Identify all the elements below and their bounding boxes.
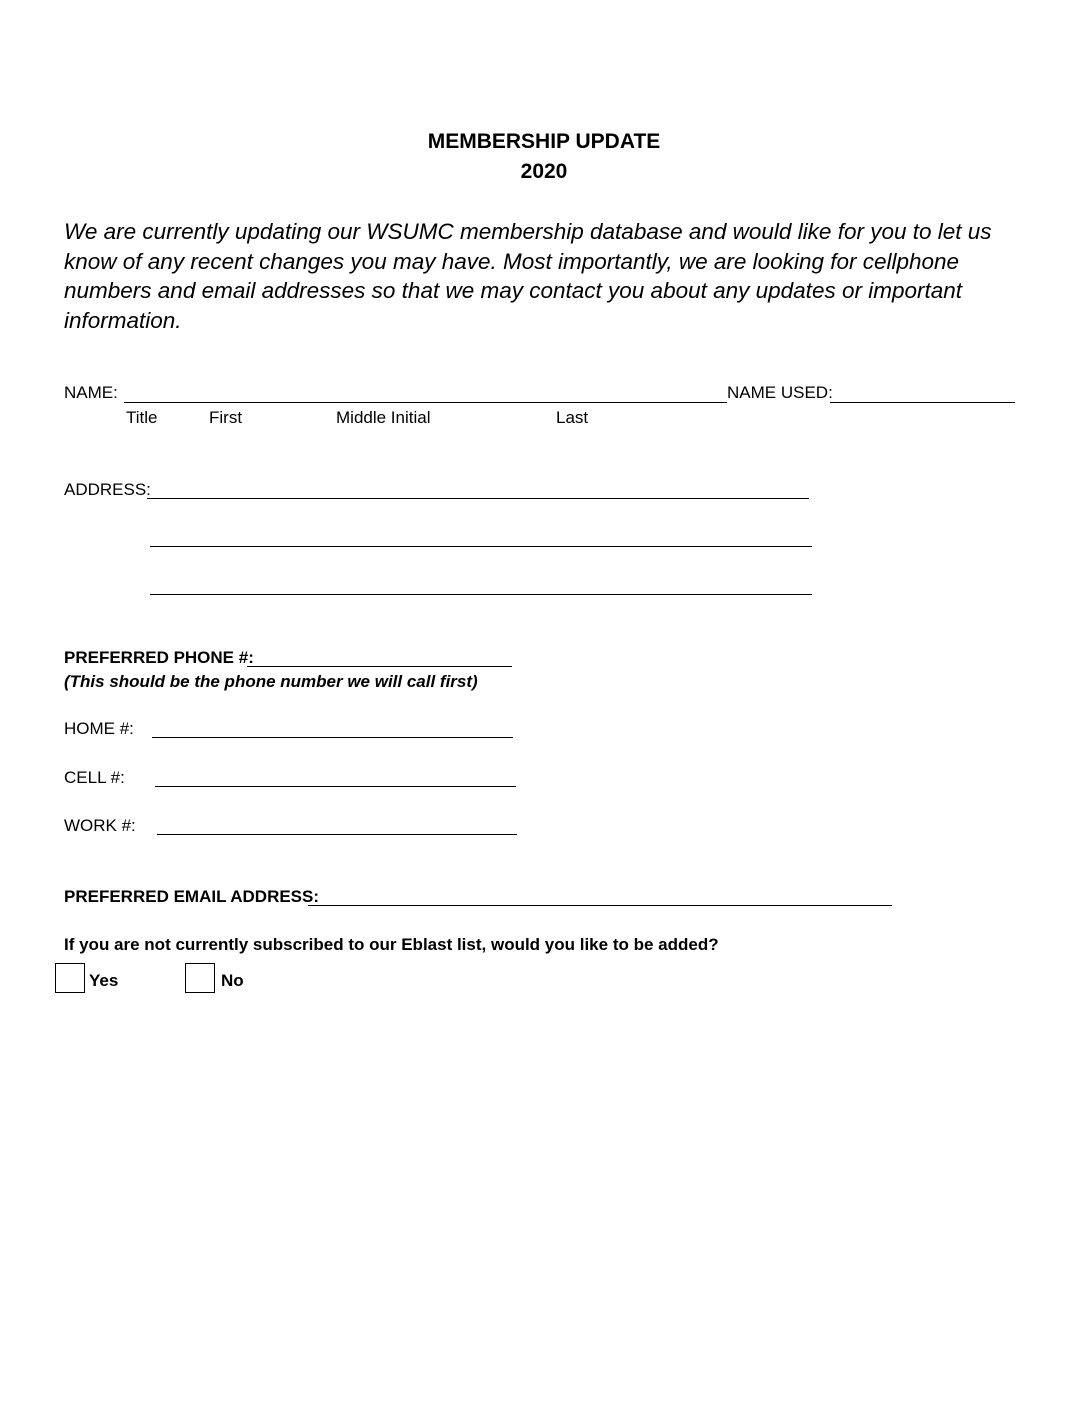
address-line-3-field[interactable] (150, 594, 812, 595)
eblast-yes-label: Yes (89, 971, 119, 990)
preferred-phone-label: PREFERRED PHONE #: (64, 648, 254, 667)
eblast-yes-checkbox[interactable] (55, 963, 85, 993)
name-field[interactable] (124, 402, 727, 403)
form-year: 2020 (520, 160, 568, 183)
name-sub-middle: Middle Initial (336, 408, 431, 427)
work-phone-label: WORK #: (64, 816, 136, 835)
cell-phone-label: CELL #: (64, 768, 125, 787)
form-title: MEMBERSHIP UPDATE (427, 130, 661, 153)
preferred-email-label: PREFERRED EMAIL ADDRESS: (64, 887, 320, 906)
name-label: NAME: (64, 383, 118, 402)
home-phone-label: HOME #: (64, 719, 134, 738)
name-sub-title: Title (126, 408, 158, 427)
preferred-phone-field[interactable] (247, 666, 512, 667)
name-sub-last: Last (556, 408, 589, 427)
name-used-field[interactable] (830, 402, 1015, 403)
home-phone-field[interactable] (152, 737, 513, 738)
preferred-email-field[interactable] (308, 905, 892, 906)
cell-phone-field[interactable] (155, 786, 516, 787)
work-phone-field[interactable] (157, 834, 517, 835)
address-label: ADDRESS: (64, 480, 151, 499)
eblast-question: If you are not currently subscribed to our Eblast list, would you like to be added? (64, 935, 719, 954)
preferred-phone-note: (This should be the phone number we will call first) (64, 672, 478, 691)
name-sub-first: First (209, 408, 243, 427)
name-used-label: NAME USED: (727, 383, 833, 402)
eblast-no-label: No (221, 971, 244, 990)
intro-paragraph: We are currently updating our WSUMC membership database and would like for you to let us know of any recent changes you may have. Most importantly, we are looking for cellphone numbers and email addresses so that we may contact you about any updates or important information. (64, 219, 992, 333)
address-line-2-field[interactable] (150, 546, 812, 547)
address-line-1-field[interactable] (147, 498, 809, 499)
eblast-no-checkbox[interactable] (185, 963, 215, 993)
